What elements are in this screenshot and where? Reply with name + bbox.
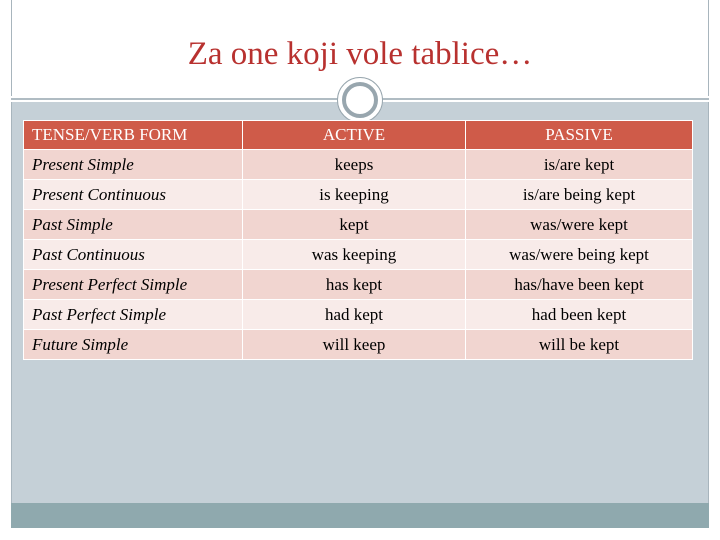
tense-cell: Present Simple (24, 150, 243, 180)
passive-cell: was/were being kept (466, 240, 693, 270)
tense-cell: Future Simple (24, 330, 243, 360)
tense-cell: Past Perfect Simple (24, 300, 243, 330)
active-cell: is keeping (243, 180, 466, 210)
active-cell: keeps (243, 150, 466, 180)
footer-strip (11, 503, 709, 528)
header-tense: TENSE/VERB FORM (24, 121, 243, 150)
table-row (24, 180, 693, 210)
active-cell: will keep (243, 330, 466, 360)
table-row (24, 330, 693, 360)
passive-cell: is/are being kept (466, 180, 693, 210)
table-row (24, 300, 693, 330)
header-passive: PASSIVE (466, 121, 693, 150)
header-active: ACTIVE (243, 121, 466, 150)
tense-cell: Present Perfect Simple (24, 270, 243, 300)
active-cell: was keeping (243, 240, 466, 270)
divider-ring-ornament (337, 77, 383, 123)
table-row (24, 240, 693, 270)
table-row (24, 210, 693, 240)
passive-cell: had been kept (466, 300, 693, 330)
table-row (24, 150, 693, 180)
table-header-row (24, 121, 693, 150)
slide-title: Za one koji vole tablice… (187, 36, 533, 72)
active-cell: has kept (243, 270, 466, 300)
passive-cell: has/have been kept (466, 270, 693, 300)
tense-cell: Present Continuous (24, 180, 243, 210)
tense-table (23, 120, 693, 360)
active-cell: had kept (243, 300, 466, 330)
active-cell: kept (243, 210, 466, 240)
passive-cell: will be kept (466, 330, 693, 360)
passive-cell: is/are kept (466, 150, 693, 180)
table-row (24, 270, 693, 300)
tense-cell: Past Continuous (24, 240, 243, 270)
passive-cell: was/were kept (466, 210, 693, 240)
tense-cell: Past Simple (24, 210, 243, 240)
